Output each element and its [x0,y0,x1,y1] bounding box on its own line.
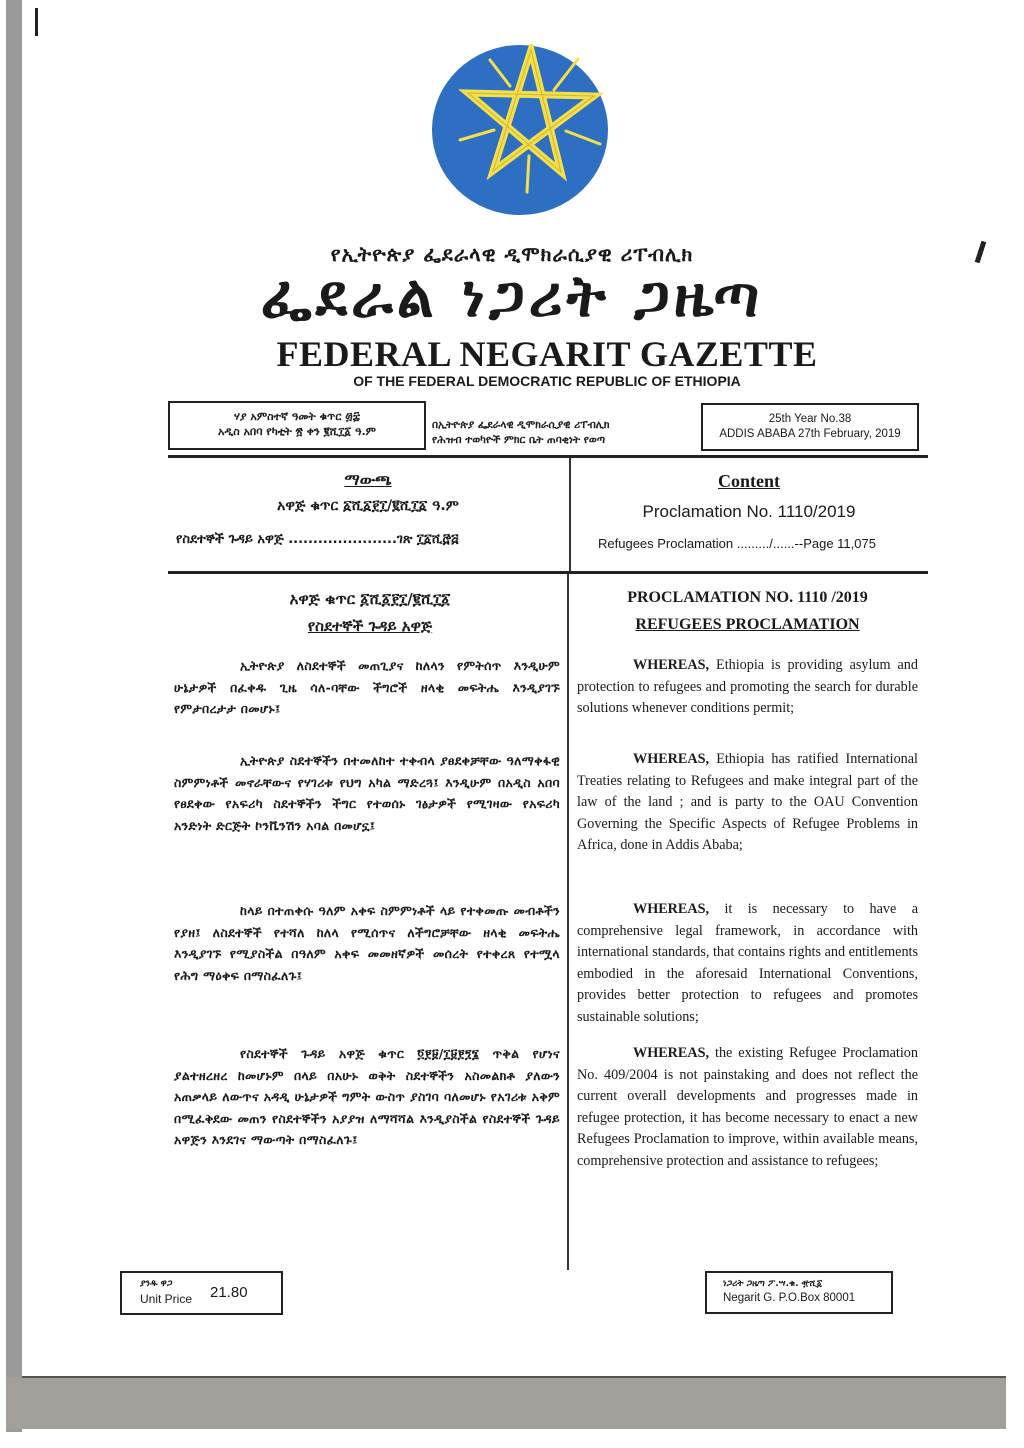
whereas-text: Ethiopia has ratified International Treaties relating to Refugees and make integral part of the law of the land ; and is party to the OAU Convention Governing the Specific Aspects of Refugee Problems in Africa, done in Addis Ababa; [577,751,918,853]
page-margin-mark [35,8,38,36]
whereas-lead: WHEREAS, [633,751,710,767]
po-box-info [705,1271,893,1314]
issue-year-number: 25th Year No.38 [768,413,852,425]
publisher-note [432,418,702,448]
unit-price-box [120,1271,283,1315]
preamble-paragraph-amharic-3: ከላይ በተጠቀሱ ዓለም አቀፍ ስምምነቶች ላይ የተቀመጡ መብቶችን የያዘ፤ ለስደተኞች የተሻለ ከለላ የሚሰጥና ለችግሮቻቸው ዘላቂ መፍትሔ እንዲያገኙ የሚያስችል በዓለም አቀፍ መመዘኛዎች መሰረት የተቀረጸ የተሟላ የሕግ ማዕቀፍ በማስፈለጉ፤ [174,903,560,983]
whereas-paragraph-2 [577,749,918,857]
pentagram-star-icon [430,44,610,216]
contents-heading: Content [718,471,780,491]
whereas-text: the existing Refugee Proclamation No. 409/2004 is not painstaking and does not reflect the current overall developments and progresses made in refugee protection, it has become necessary to enact a new Refugees Proclamation to improve, within available means, comprehensive protection and assistance to refugees; [577,1045,918,1169]
whereas-text: it is necessary to have a comprehensive legal framework, in accordance with international standards, that contains rights and entitlements embodied in the aforesaid International Conventions, provides better protection to refugees and promotes sustainable solutions; [577,901,918,1025]
proclamation-number-amharic: አዋጅ ቁጥር ፩ሺ፩፻፲/፪ሺ፲፩ [289,590,451,608]
contents-proclamation: Proclamation No. 1110/2019 [642,502,856,521]
body-column-divider [567,574,569,1270]
issue-year-number-amharic: ሃያ አምስተኛ ዓመት ቁጥር ፴፰ [234,410,360,423]
scan-border-bottom [6,1377,1006,1429]
whereas-paragraph-3 [577,899,918,1028]
issue-info-english-box [701,403,919,451]
whereas-paragraph-4 [577,1043,918,1172]
issue-info-amharic-box [168,401,426,450]
preamble-paragraph-amharic-4: የስደተኞች ጉዳይ አዋጅ ቁጥር ፬፻፱/፲፱፻፺፮ ጥቅል የሆነና ያልተዘረዘረ ከመሆኑም በላይ በአሁኑ ወቅት ስደተኞችን አስመልክቶ ያለውን አጠቃላይ ለውጥና አዳዲ ሁኔታዎች ግምት ውስጥ ያስገባ ባለመሆኑ የአገሪቱ አቅም በሚፈቅደው መጠን የስደተኞችን አያያዝ ለማሻሻል እንዲያስችል የስደተኞች ጉዳይ አዋጅን እንደገና ማውጣት በማስፈለጉ፤ [174,1046,560,1147]
unit-price-label: Unit Price [140,1292,193,1306]
whereas-lead: WHEREAS, [633,657,710,673]
contents-heading-amharic: ማውጫ [344,470,392,489]
preamble-paragraph-amharic-1: ኢትዮጵያ ለስደተኞች መጠጊያና ከለላን የምትሰጥ እንዲሁም ሁኔታዎች በፈቀዱ ጊዜ ሳለ-ባቸው ችግሮች ዘላቂ መፍትሔ እንዲያገኙ የምታበረታታ በመሆኑ፤ [174,658,560,716]
unit-price-value: 21.80 [210,1284,248,1301]
page-bottom-edge [22,1376,1006,1378]
contents-entry-amharic[interactable]: የስደተኞች ጉዳይ አዋጅ ......................ገጽ ፲፩ሺ፸፭ [176,532,459,547]
gazette-subtitle: OF THE FEDERAL DEMOCRATIC REPUBLIC OF ETHIOPIA [353,373,741,389]
contents-proclamation-amharic: አዋጅ ቁጥር ፩ሺ፩፻፲/፪ሺ፲፩ ዓ.ም [277,498,459,514]
contents-entry[interactable]: Refugees Proclamation ........./......--Page 11,075 [598,536,876,551]
contents-divider [168,571,928,574]
gazette-title: FEDERAL NEGARIT GAZETTE [276,334,818,374]
issue-date-amharic: አዲስ አበባ የካቲት ፳ ቀን ፪ሺ፲፩ ዓ.ም [218,425,376,438]
publisher-line-2: የሕዝብ ተወካዮች ምክር ቤት ጠባቂነት የወጣ [432,434,606,446]
publisher-line-1: በኢትዮጵያ ፌደራላዊ ዲሞክራሲያዊ ሪፐብሊክ [432,419,610,431]
unit-price-label-amharic: ያንዱ ዋጋ [140,1279,173,1289]
header-divider [168,455,928,458]
whereas-lead: WHEREAS, [633,1045,710,1061]
amharic-republic-name: የኢትዮጵያ ፌደራላዊ ዲሞክራሲያዊ ሪፐብሊክ [330,242,694,266]
scan-border-left [6,0,22,1432]
amharic-gazette-title: ፌደራል ነጋሪት ጋዜጣ [260,262,764,330]
po-box-label: Negarit G. P.O.Box 80001 [723,1292,856,1304]
whereas-paragraph-1 [577,655,918,720]
proclamation-title-amharic: የስደተኞች ጉዳይ አዋጅ [307,617,433,635]
po-box-label-amharic: ነጋሪት ጋዜጣ ፖ.ሣ.ቁ. ፹ሺ፩ [723,1279,823,1289]
whereas-text: Ethiopia is providing asylum and protection to refugees and promoting the search for durable solutions whenever conditions permit; [577,657,918,716]
whereas-lead: WHEREAS, [633,901,710,917]
issue-date: ADDIS ABABA 27th February, 2019 [719,428,901,440]
proclamation-title: REFUGEES PROCLAMATION [635,616,860,633]
proclamation-number: PROCLAMATION NO. 1110 /2019 [627,589,868,606]
national-emblem [430,44,610,216]
preamble-paragraph-amharic-2: ኢትዮጵያ ስደተኞችን በተመለከተ ተቀብላ ያፀደቀቻቸው ዓለማቀፋዊ ስምምነቶች መኖራቸውና የሃገሪቱ የህግ አካል ማድረጓ፤ እንዲሁም በአዲስ አበባ የፀደቀው የአፍሪካ ስደተኞችን ችግር የተወሰኑ ገፅታዎች የሚገዛው የአፍሪካ አንድነት ድርጅት ኮንቬንሽን አባል በመሆኗ፤ [174,753,560,833]
